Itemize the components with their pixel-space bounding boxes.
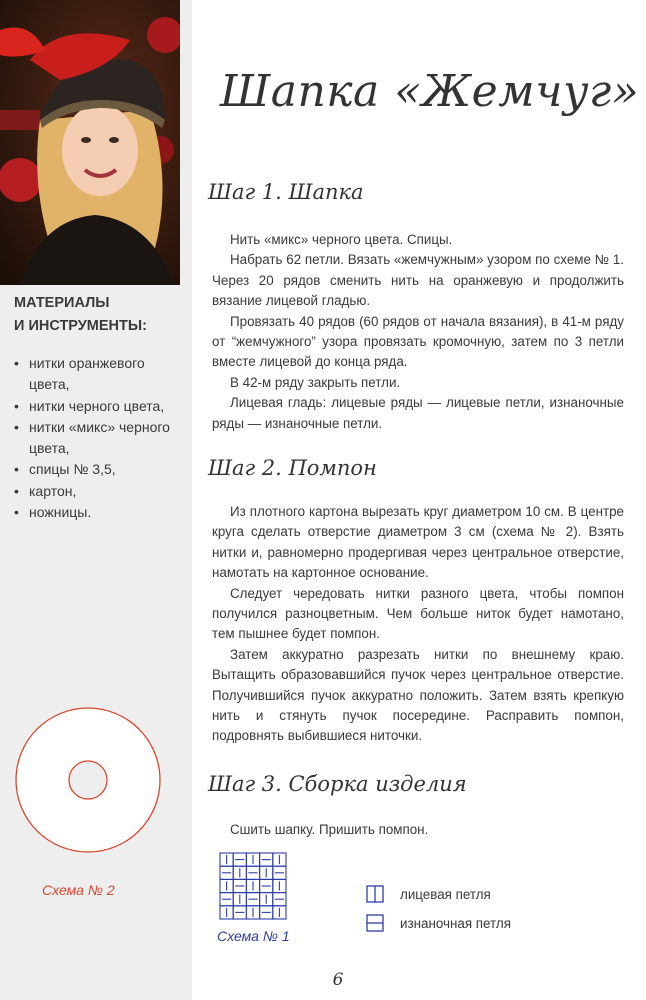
list-item: • нитки оранжевого цвета, xyxy=(14,353,184,396)
photo-illustration xyxy=(0,0,180,285)
schema1-knitting-chart xyxy=(219,852,287,920)
hat-model-photo xyxy=(0,0,180,285)
chart-cell xyxy=(233,893,246,906)
schema2-caption: Схема № 2 xyxy=(42,882,115,898)
chart-cell xyxy=(233,853,246,866)
paragraph: Набрать 62 петли. Вязать «жемчужным» узором по схеме № 1. Через 20 рядов сменить нить на оранжевую и продолжить вязание лицевой гладью. xyxy=(212,252,624,309)
materials-heading-line2: И ИНСТРУМЕНТЫ: xyxy=(14,318,147,334)
chart-cell xyxy=(273,879,286,892)
paragraph: Затем аккуратно разрезать нитки по внешнему краю. Вытащить образовавшийся пучок через центральное отверстие. Получившийся пучок аккуратно положить. Затем взять крепкую нить и стянуть пучок посередине. Расправить помпон, подровнять выбившиеся ниточки. xyxy=(212,646,624,744)
page-number: 6 xyxy=(332,970,344,990)
chart-cell xyxy=(246,893,259,906)
list-item: • ножницы. xyxy=(14,502,184,523)
step1-heading: Шаг 1. Шапка xyxy=(208,180,364,204)
step3-text xyxy=(212,820,624,840)
legend-purl xyxy=(366,914,511,932)
step1-text xyxy=(212,230,624,434)
paragraph: Нить «микс» черного цвета. Спицы. xyxy=(230,232,453,247)
legend-purl-label: изнаночная петля xyxy=(400,915,511,931)
chart-cell xyxy=(273,893,286,906)
chart-cell xyxy=(220,906,233,919)
chart-cell xyxy=(220,879,233,892)
chart-cell xyxy=(246,853,259,866)
chart-cell xyxy=(246,866,259,879)
chart-cell xyxy=(220,853,233,866)
materials-list xyxy=(14,353,184,523)
materials-heading-line1: МАТЕРИАЛЫ xyxy=(14,295,110,311)
chart-cell xyxy=(260,893,273,906)
chart-cell xyxy=(233,906,246,919)
list-item: • нитки черного цвета, xyxy=(14,396,184,417)
list-item: • картон, xyxy=(14,481,184,502)
chart-cell xyxy=(233,866,246,879)
paragraph: В 42-м ряду закрыть петли. xyxy=(230,374,401,390)
paragraph: Из плотного картона вырезать круг диаметром 10 см. В центре круга сделать отверстие диаметром 3 см (схема № 2). Взять нитки и, равномерно продергивая через центральное отверстие, намотать на картонное основание. xyxy=(212,504,624,581)
paragraph: Провязать 40 рядов (60 рядов от начала вязания), в 41-м ряду от “жемчужного” узора провязать кромочную, затем по 3 петли вместе лицевой до конца ряда. xyxy=(212,313,624,370)
chart-cell xyxy=(260,866,273,879)
paragraph: Сшить шапку. Пришить помпон. xyxy=(230,822,429,837)
materials-heading xyxy=(14,292,184,338)
chart-cell xyxy=(260,879,273,892)
step3-heading: Шаг 3. Сборка изделия xyxy=(208,772,467,796)
chart-cell xyxy=(233,879,246,892)
schema1-caption: Схема № 1 xyxy=(217,928,290,944)
chart-cell xyxy=(220,893,233,906)
chart-cell xyxy=(260,853,273,866)
legend-knit-label: лицевая петля xyxy=(400,886,491,902)
chart-cell xyxy=(220,866,233,879)
list-item: • спицы № 3,5, xyxy=(14,459,184,480)
step2-heading: Шаг 2. Помпон xyxy=(208,456,377,480)
chart-cell xyxy=(273,853,286,866)
step2-text xyxy=(212,502,624,747)
paragraph: Лицевая гладь: лицевые ряды — лицевые петли, изнаночные ряды — изнаночные петли. xyxy=(212,395,624,431)
chart-cell xyxy=(246,879,259,892)
knit-stitch-icon xyxy=(366,885,384,903)
legend-knit xyxy=(366,885,491,903)
chart-cell xyxy=(260,906,273,919)
schema2-pompom-ring-diagram xyxy=(14,706,162,854)
sidebar-panel xyxy=(0,0,192,1000)
chart-cell xyxy=(273,906,286,919)
purl-stitch-icon xyxy=(366,914,384,932)
chart-cell xyxy=(246,906,259,919)
page-title: Шапка «Жемчуг» xyxy=(220,66,640,117)
list-item: • нитки «микс» черного цвета, xyxy=(14,417,184,460)
paragraph: Следует чередовать нитки разного цвета, чтобы помпон получился разноцветным. Чем больше ниток будет намотано, тем пышнее будет помпон. xyxy=(212,585,624,642)
chart-cell xyxy=(273,866,286,879)
